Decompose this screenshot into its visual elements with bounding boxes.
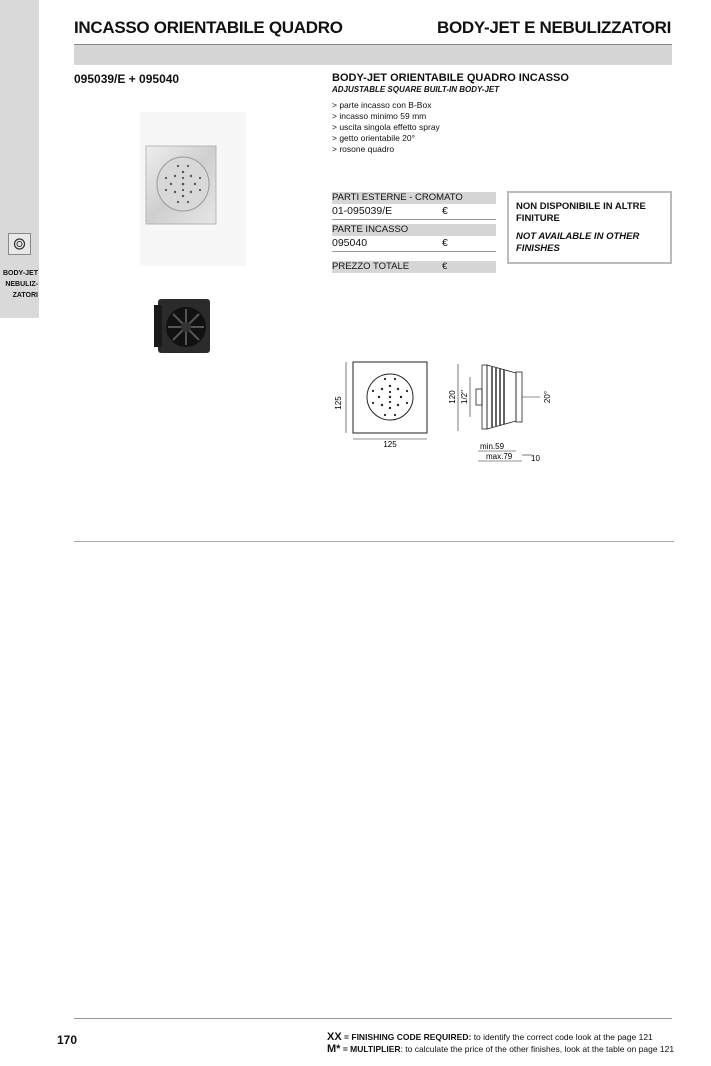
external-code-row bbox=[332, 204, 496, 220]
product-title: BODY-JET ORIENTABILE QUADRO INCASSO bbox=[332, 72, 569, 84]
m-bold-text: = MULTIPLIER bbox=[340, 1044, 401, 1054]
dim-angle-label: 20° bbox=[543, 390, 552, 404]
currency-symbol: € bbox=[442, 237, 448, 249]
sidebar-label-line-1: BODY-JET bbox=[2, 270, 38, 277]
availability-note bbox=[507, 191, 672, 264]
footer-note-finishing bbox=[327, 1031, 653, 1043]
feature-item: > uscita singola effetto spray bbox=[332, 122, 440, 132]
builtin-code-row bbox=[332, 236, 496, 252]
builtin-part-photo bbox=[152, 295, 216, 357]
section-divider bbox=[74, 541, 674, 542]
feature-item: > incasso minimo 59 mm bbox=[332, 111, 427, 121]
external-code: 01-095039/E bbox=[332, 205, 393, 217]
xx-label: XX bbox=[327, 1031, 342, 1043]
product-photo bbox=[140, 112, 246, 266]
builtin-part-header: PARTE INCASSO bbox=[332, 224, 496, 236]
feature-item: > rosone quadro bbox=[332, 144, 395, 154]
builtin-code: 095040 bbox=[332, 237, 368, 249]
m-text: : to calculate the price of the other finishes, look at the table on page 121 bbox=[400, 1044, 675, 1054]
dim-thread-label: 1/2" bbox=[460, 390, 469, 404]
shower-jet-icon bbox=[8, 233, 31, 255]
feature-list bbox=[332, 100, 440, 155]
footer-divider bbox=[74, 1018, 672, 1019]
total-price-label: PREZZO TOTALE bbox=[332, 261, 410, 272]
feature-item: > getto orientabile 20° bbox=[332, 133, 416, 143]
product-subtitle: ADJUSTABLE SQUARE BUILT-IN BODY-JET bbox=[332, 85, 500, 94]
m-label: M* bbox=[327, 1043, 341, 1055]
section-title: BODY-JET E NEBULIZZATORI bbox=[437, 18, 671, 37]
dim-height-label: 125 bbox=[334, 396, 343, 410]
note-english: NOT AVAILABLE IN OTHER FINISHES bbox=[516, 231, 640, 254]
footer-note-multiplier bbox=[327, 1043, 674, 1055]
dim-side-height-label: 120 bbox=[448, 390, 457, 404]
technical-drawing bbox=[332, 355, 562, 465]
currency-symbol: € bbox=[442, 205, 448, 217]
dim-depth-label: 10 bbox=[531, 454, 540, 463]
dim-width-label: 125 bbox=[383, 440, 397, 449]
product-code: 095039/E + 095040 bbox=[74, 72, 180, 86]
note-italian: NON DISPONIBILE IN ALTRE FINITURE bbox=[516, 201, 646, 224]
dim-min-label: min.59 bbox=[480, 442, 505, 451]
sidebar-label-line-3: ZATORI bbox=[12, 292, 38, 299]
total-price-row bbox=[332, 261, 496, 273]
section-sidebar bbox=[0, 0, 39, 318]
sidebar-label-line-2: NEBULIZ- bbox=[5, 281, 38, 288]
price-table bbox=[332, 192, 496, 273]
dim-max-label: max.79 bbox=[486, 452, 513, 461]
header-band bbox=[74, 44, 672, 65]
feature-item: > parte incasso con B-Box bbox=[332, 100, 432, 110]
xx-bold-text: = FINISHING CODE REQUIRED: bbox=[341, 1032, 472, 1042]
xx-text: to identify the correct code look at the page 121 bbox=[471, 1032, 653, 1042]
page-title: INCASSO ORIENTABILE QUADRO bbox=[74, 18, 343, 37]
currency-symbol: € bbox=[442, 261, 448, 272]
external-parts-header: PARTI ESTERNE - CROMATO bbox=[332, 192, 496, 204]
page-number: 170 bbox=[57, 1033, 78, 1047]
